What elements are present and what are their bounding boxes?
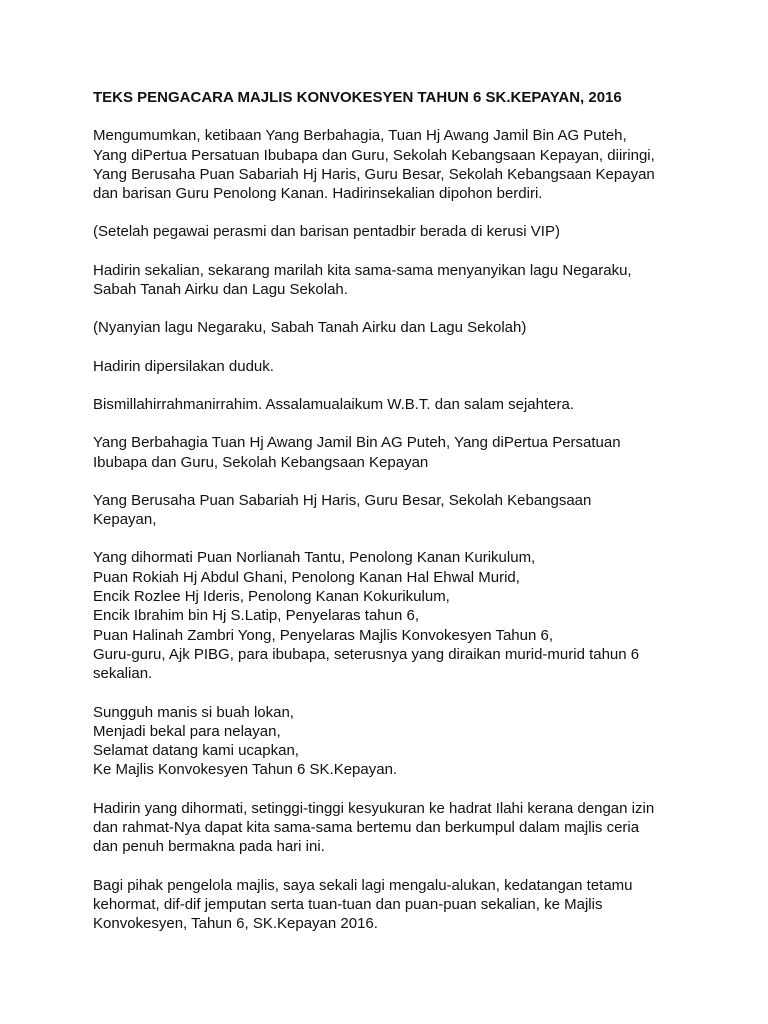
text-line: Hadirin dipersilakan duduk. [93, 357, 274, 375]
text-line: Kepayan, [93, 511, 157, 529]
text-line: Ibubapa dan Guru, Sekolah Kebangsaan Kepayan [93, 453, 429, 471]
text-line: Selamat datang kami ucapkan, [93, 742, 299, 760]
text-line: sekalian. [93, 665, 153, 683]
text-line: Ke Majlis Konvokesyen Tahun 6 SK.Kepayan. [93, 761, 398, 779]
paragraph [93, 261, 733, 300]
paragraph [93, 491, 733, 530]
text-line: Sungguh manis si buah lokan, [93, 703, 294, 721]
text-line: Puan Halinah Zambri Yong, Penyelaras Majlis Konvokesyen Tahun 6, [93, 626, 554, 644]
paragraph [93, 357, 733, 376]
document-page [93, 88, 733, 953]
text-line: Bismillahirrahmanirrahim. Assalamualaikum W.B.T. dan salam sejahtera. [93, 395, 575, 413]
text-line: Konvokesyen, Tahun 6, SK.Kepayan 2016. [93, 915, 378, 933]
text-line: kehormat, dif-dif jemputan serta tuan-tuan dan puan-puan sekalian, ke Majlis [93, 895, 603, 913]
text-line: Yang Berusaha Puan Sabariah Hj Haris, Guru Besar, Sekolah Kebangsaan [93, 491, 592, 509]
text-line: Yang Berbahagia Tuan Hj Awang Jamil Bin AG Puteh, Yang diPertua Persatuan [93, 434, 621, 452]
paragraph [93, 799, 733, 857]
paragraph [93, 318, 733, 337]
text-line: Yang dihormati Puan Norlianah Tantu, Penolong Kanan Kurikulum, [93, 549, 536, 567]
text-line: dan rahmat-Nya dapat kita sama-sama bertemu dan berkumpul dalam majlis ceria [93, 819, 640, 837]
text-line: (Nyanyian lagu Negaraku, Sabah Tanah Airku dan Lagu Sekolah) [93, 319, 527, 337]
text-line: Yang Berusaha Puan Sabariah Hj Haris, Guru Besar, Sekolah Kebangsaan Kepayan [93, 165, 655, 183]
text-line: Mengumumkan, ketibaan Yang Berbahagia, Tuan Hj Awang Jamil Bin AG Puteh, [93, 127, 627, 145]
paragraph [93, 222, 733, 241]
text-line: Encik Rozlee Hj Ideris, Penolong Kanan Kokurikulum, [93, 588, 450, 606]
text-line: Guru-guru, Ajk PIBG, para ibubapa, seterusnya yang diraikan murid-murid tahun 6 [93, 645, 640, 663]
document-body [93, 126, 733, 933]
text-line: Yang diPertua Persatuan Ibubapa dan Guru, Sekolah Kebangsaan Kepayan, diiringi, [93, 146, 655, 164]
text-line: Encik Ibrahim bin Hj S.Latip, Penyelaras tahun 6, [93, 607, 420, 625]
paragraph [93, 548, 733, 683]
text-line: (Setelah pegawai perasmi dan barisan pentadbir berada di kerusi VIP) [93, 223, 560, 241]
text-line: Puan Rokiah Hj Abdul Ghani, Penolong Kanan Hal Ehwal Murid, [93, 568, 520, 586]
text-line: Menjadi bekal para nelayan, [93, 722, 281, 740]
text-line: Hadirin yang dihormati, setinggi-tinggi kesyukuran ke hadrat Ilahi kerana dengan izin [93, 799, 655, 817]
text-line: dan penuh bermakna pada hari ini. [93, 838, 325, 856]
text-line: Hadirin sekalian, sekarang marilah kita sama-sama menyanyikan lagu Negaraku, [93, 261, 632, 279]
paragraph [93, 876, 733, 934]
paragraph [93, 703, 733, 780]
text-line: Sabah Tanah Airku dan Lagu Sekolah. [93, 281, 348, 299]
paragraph [93, 395, 733, 414]
paragraph [93, 433, 733, 472]
text-line: dan barisan Guru Penolong Kanan. Hadirinsekalian dipohon berdiri. [93, 185, 543, 203]
text-line: Bagi pihak pengelola majlis, saya sekali lagi mengalu-alukan, kedatangan tetamu [93, 876, 633, 894]
paragraph [93, 126, 733, 203]
document-title: TEKS PENGACARA MAJLIS KONVOKESYEN TAHUN 6 SK.KEPAYAN, 2016 [93, 89, 622, 106]
